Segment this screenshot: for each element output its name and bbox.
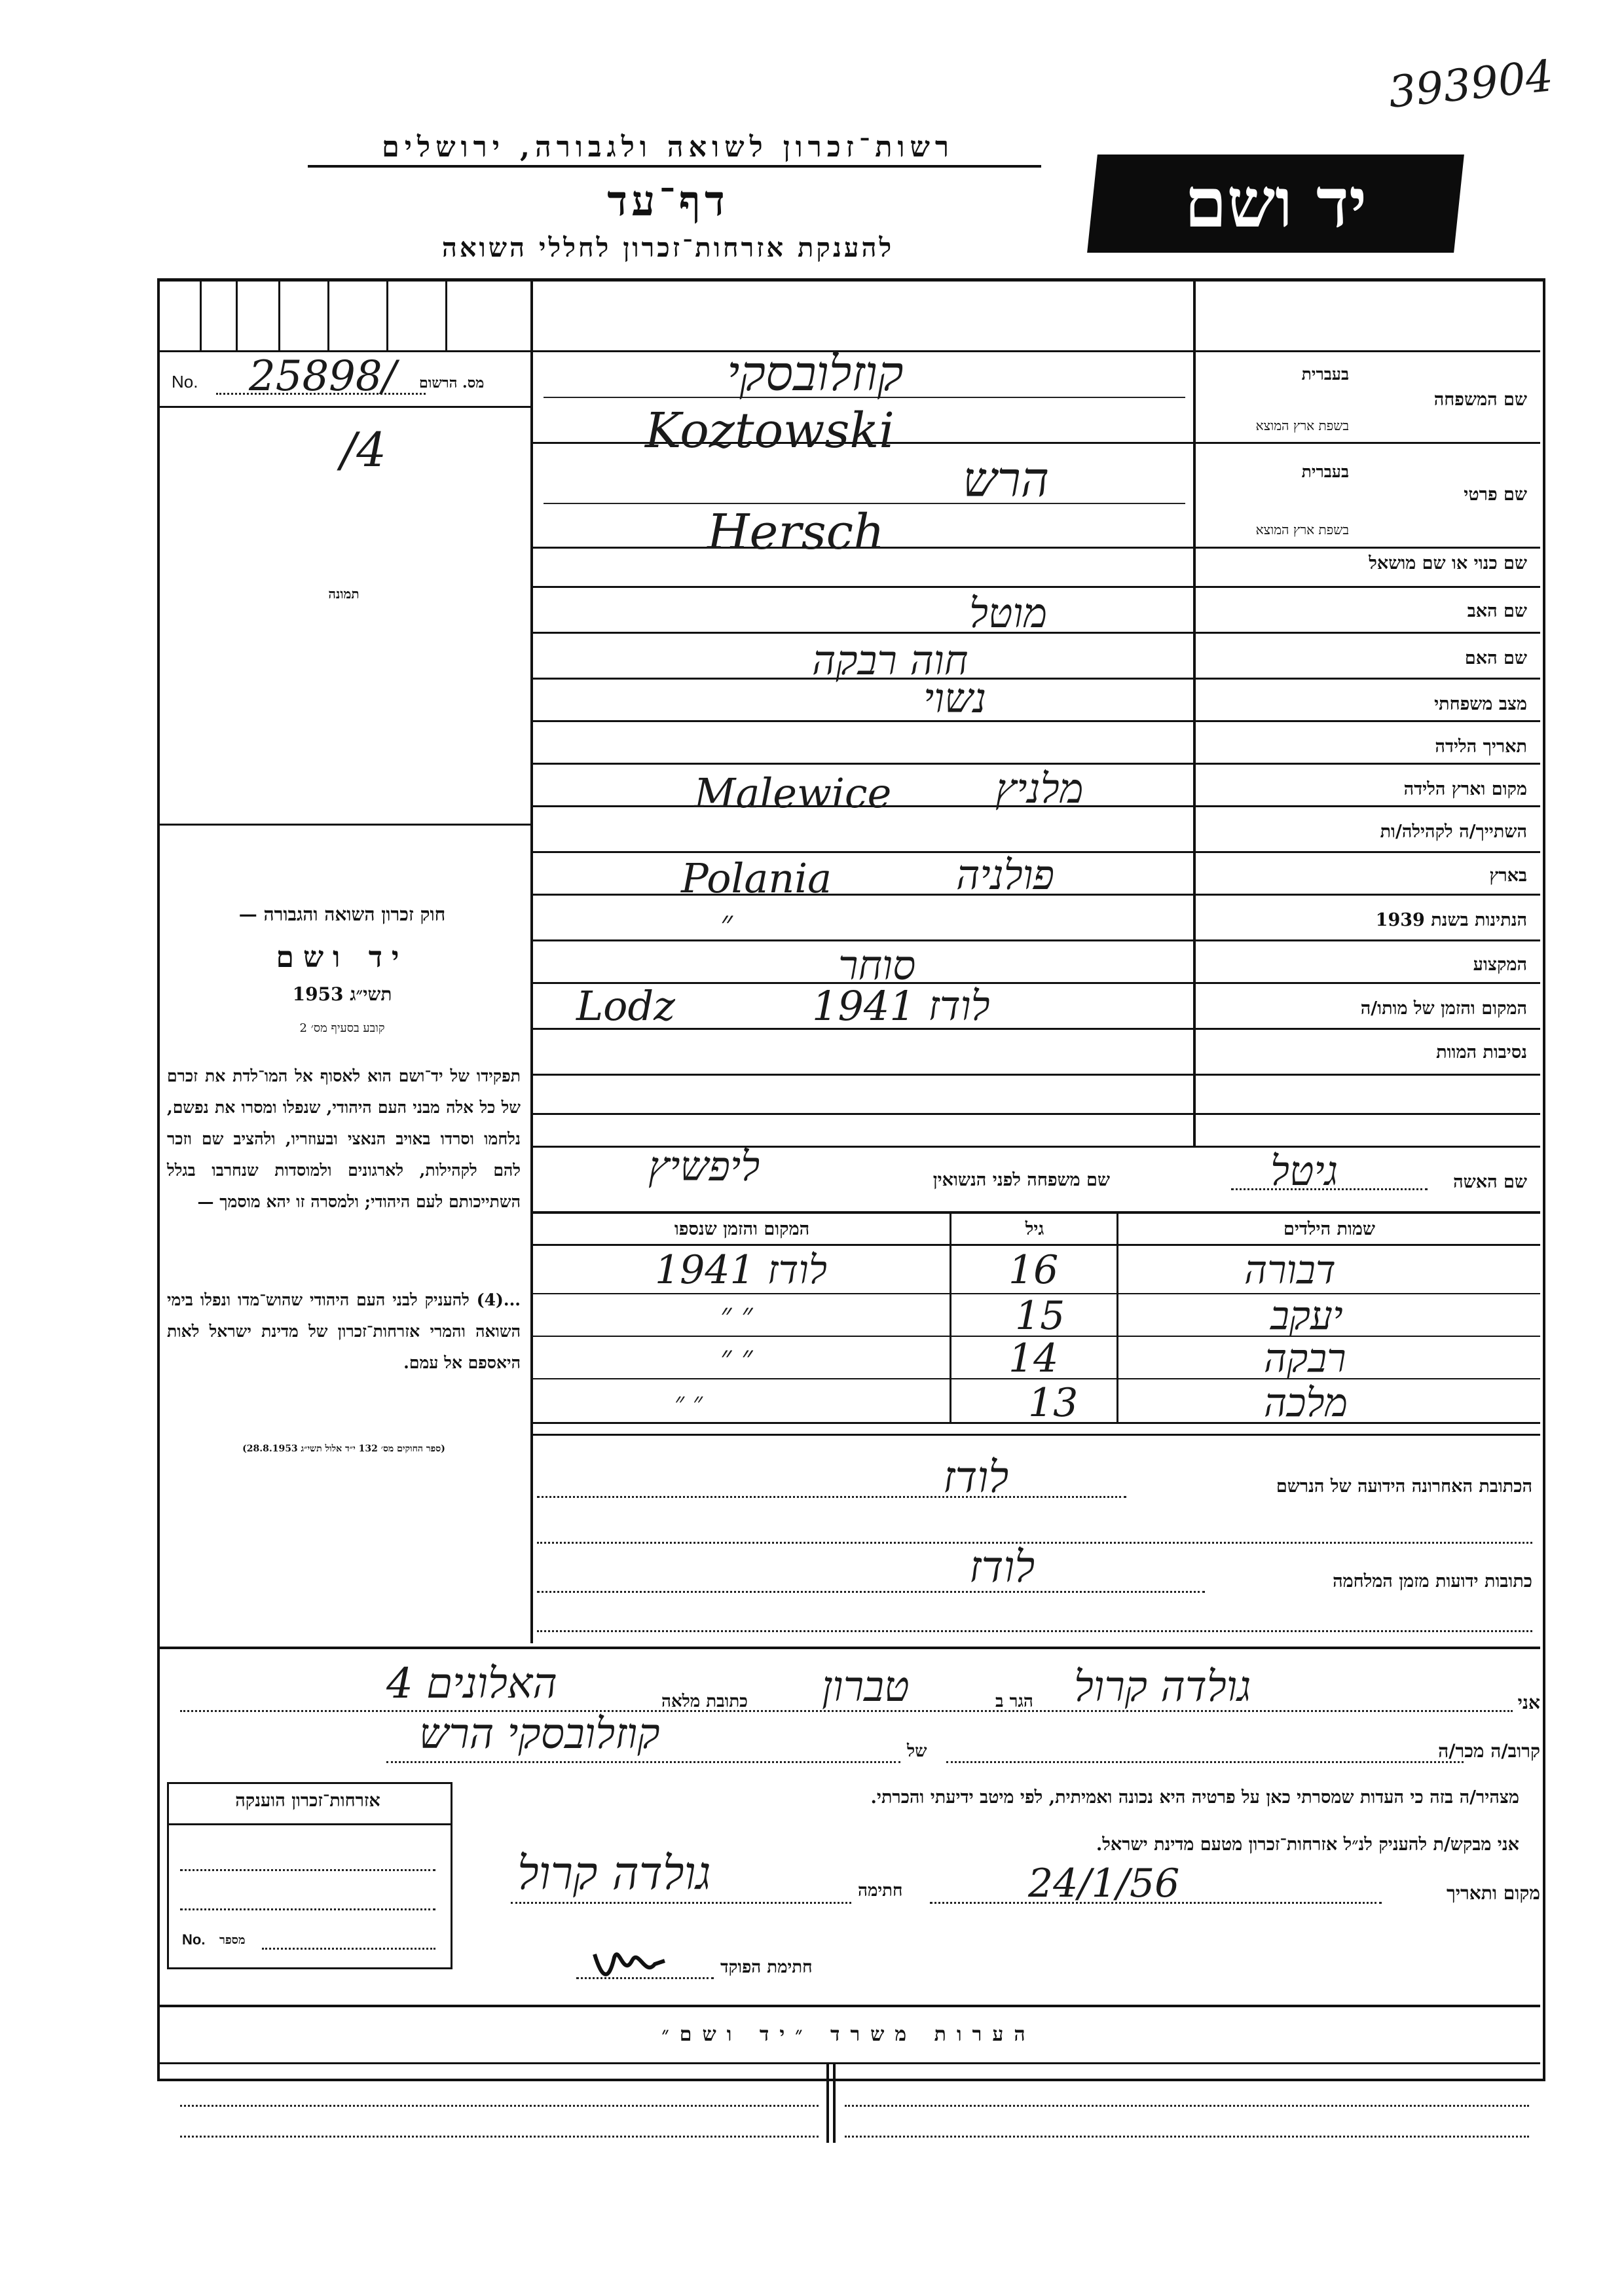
law-paragraph-1: תפקידו של יד־ושם הוא לאסוף אל המו־לדת את זכרם של כל אלה מבני העם היהודי, שנפלו ומסרו את נפשם, נלחמו וסרדו באויב הנאצי ובעוזריו, ולהציב שם וזכר להם לקהילות, לארגונים ולמוסדות שנחרבו בגלל השתייכותם לעם היהודי; ולמסרה זו יהא מוסמך — [167, 1066, 521, 1211]
profession-value[interactable]: סוחר [838, 941, 916, 989]
nickname-label: שם כנוי או שם מושאל [1369, 553, 1527, 574]
child-name[interactable]: יעקב [1270, 1293, 1343, 1339]
child-name[interactable]: דבורה [1244, 1247, 1336, 1293]
declaration-text: מצהיר/ה בזה כי העדות שמסרתי כאן על פרטיה היא נכונה ואמיתית, לפי מיטב ידיעתי והכרתי. [870, 1787, 1519, 1808]
citizenship-box-title: אזרחות־זכרון הוענקה [235, 1791, 380, 1811]
citizenship-box-number-label: מספר [219, 1933, 246, 1947]
authority-title: רשות־זכרון לשואה ולגבורה, ירושלים [381, 131, 955, 164]
law-title: חוק זכרון השואה והגבורה — [238, 903, 446, 925]
death-label: המקום והזמן של מותו/ה [1360, 998, 1527, 1019]
officer-signature [589, 1941, 668, 1980]
country-latin[interactable]: Polania [681, 854, 832, 902]
maiden-name-label: שם משפחה לפני הנשואין [932, 1170, 1110, 1190]
circumstances-label: נסיבות המוות [1436, 1042, 1527, 1063]
relation-of-label: של [907, 1741, 927, 1761]
profession-label: המקצוע [1473, 955, 1527, 975]
marital-value[interactable]: נשוי [923, 674, 987, 722]
last-address-label: הכתובת האחרונה הידועה של הנרשם [1276, 1476, 1532, 1497]
children-age-header: גיל [1025, 1219, 1044, 1239]
family-name-hebrew[interactable]: קוזלובסקי [727, 346, 904, 402]
relation-label: קרוב/ה מכר/ה [1438, 1740, 1540, 1762]
child-place[interactable]: לודז 1941 [655, 1247, 827, 1293]
declarant-ani-label: אני [1517, 1692, 1540, 1713]
law-year: תשי״ג 1953 [292, 983, 392, 1005]
last-address-value[interactable]: לודז [943, 1452, 1009, 1503]
citizenship-box-no-label: No. [182, 1931, 206, 1948]
first-name-label: שם פרטי [1464, 484, 1527, 505]
place-date-value[interactable]: 24/1/56 [1028, 1861, 1180, 1906]
citizenship-label: הנתינות בשנת 1939 [1375, 910, 1527, 930]
wartime-address-label: כתובות ידועות מזמן המלחמה [1333, 1571, 1532, 1592]
address-label: כתובת מלאה [661, 1692, 748, 1711]
resides-label: הגר ב [995, 1692, 1033, 1711]
signature-label: חתימה [858, 1881, 903, 1901]
children-names-header: שמות הילדים [1283, 1219, 1376, 1239]
birth-place-latin[interactable]: Malewice [694, 769, 892, 817]
marital-label: מצב משפחתי [1434, 694, 1527, 714]
family-name-label: שם המשפחה [1433, 390, 1527, 410]
child-name[interactable]: מלכה [1264, 1380, 1348, 1426]
child-age[interactable]: 16 [1008, 1247, 1059, 1293]
community-label: השתייך/ה לקהילה/ות [1380, 822, 1527, 842]
registration-label: מס. הרשום [419, 374, 485, 392]
first-name-latin[interactable]: Hersch [707, 504, 885, 560]
wife-value[interactable]: גיטל [1270, 1147, 1338, 1195]
declarant-name[interactable]: גולדה קרול [1074, 1663, 1251, 1711]
officer-signature-label: חתימת הפוקד [720, 1958, 813, 1977]
family-name-orig-sub: בשפת ארץ המוצא [1255, 418, 1349, 433]
declarant-city[interactable]: טברון [822, 1663, 910, 1711]
registration-suffix: /4 [341, 422, 387, 477]
country-value[interactable]: פולניה [956, 851, 1055, 899]
father-label: שם האב [1467, 601, 1527, 621]
photo-label: תמונה [328, 586, 360, 602]
mother-value[interactable]: חוה רבקה [812, 636, 969, 684]
child-place[interactable]: ״ ״ [674, 1387, 703, 1417]
law-section: קובע בסעיף מס׳ 2 [299, 1021, 385, 1035]
wartime-address-value[interactable]: לודז [969, 1542, 1035, 1592]
death-latin[interactable]: Lodz [576, 982, 675, 1030]
child-age[interactable]: 13 [1028, 1380, 1079, 1426]
child-age[interactable]: 14 [1008, 1336, 1059, 1381]
form-subtitle: להענקת אזרחות־זכרון לחללי השואה [441, 232, 895, 263]
first-name-hebrew-sub: בעברית [1301, 462, 1349, 481]
country-label: בארץ [1489, 866, 1527, 886]
death-value[interactable]: לודז 1941 [812, 982, 990, 1030]
family-name-latin[interactable]: Koztowski [645, 403, 895, 459]
family-name-hebrew-sub: בעברית [1301, 365, 1349, 384]
law-citation: (ספר החוקים מס׳ 132 י״ד אלול תשי״ג 28.8.1953) [242, 1444, 445, 1454]
wife-label: שם האשה [1453, 1172, 1527, 1192]
declarant-signature[interactable]: גולדה קרול [517, 1846, 711, 1900]
maiden-name-value[interactable]: ליפשיץ [648, 1142, 760, 1190]
registration-no-label: No. [172, 372, 198, 392]
child-name[interactable]: רבקה [1264, 1336, 1346, 1381]
father-value[interactable]: מוטל [969, 589, 1048, 637]
office-notes-title: הערות משרד ״יד ושם״ [661, 2023, 1036, 2046]
birth-date-label: תאריך הלידה [1435, 737, 1527, 757]
first-name-orig-sub: בשפת ארץ המוצא [1255, 522, 1349, 538]
declarant-address[interactable]: האלונים 4 [386, 1660, 557, 1708]
law-paragraph-2: ...(4) להעניק לבני העם היהודי שהוש־מדו ונפלו בימי השואה והמרי אזרחות־זכרון של מדינת ישראל לאות היאספם אל עמם. [167, 1290, 521, 1372]
first-name-hebrew[interactable]: הרש [963, 452, 1050, 508]
child-place[interactable]: ״ ״ [720, 1296, 753, 1332]
form-title: דף־עד [607, 177, 729, 226]
yad-vashem-logo-text: יד ושם [1184, 162, 1367, 243]
place-date-label: מקום ותאריך [1446, 1882, 1540, 1904]
law-name: יד ושם [276, 941, 409, 974]
archive-stamp-number: 393904 [1386, 50, 1556, 118]
child-place[interactable]: ״ ״ [720, 1339, 753, 1374]
relation-value[interactable]: קוזלובסקי הרש [419, 1710, 660, 1758]
citizenship-value[interactable]: ״ [720, 903, 733, 941]
birth-place-label: מקום וארץ הלידה [1403, 779, 1527, 799]
registration-number: 25898/ [249, 352, 397, 401]
birth-place-value[interactable]: מלניץ [995, 765, 1084, 812]
request-text: אני מבקש/ת להעניק לנ״ל אזרחות־זכרון מטעם מדינת ישראל. [1096, 1834, 1519, 1855]
child-age[interactable]: 15 [1015, 1293, 1065, 1339]
mother-label: שם האם [1464, 648, 1527, 668]
children-place-header: המקום והזמן שנספו [674, 1219, 810, 1239]
